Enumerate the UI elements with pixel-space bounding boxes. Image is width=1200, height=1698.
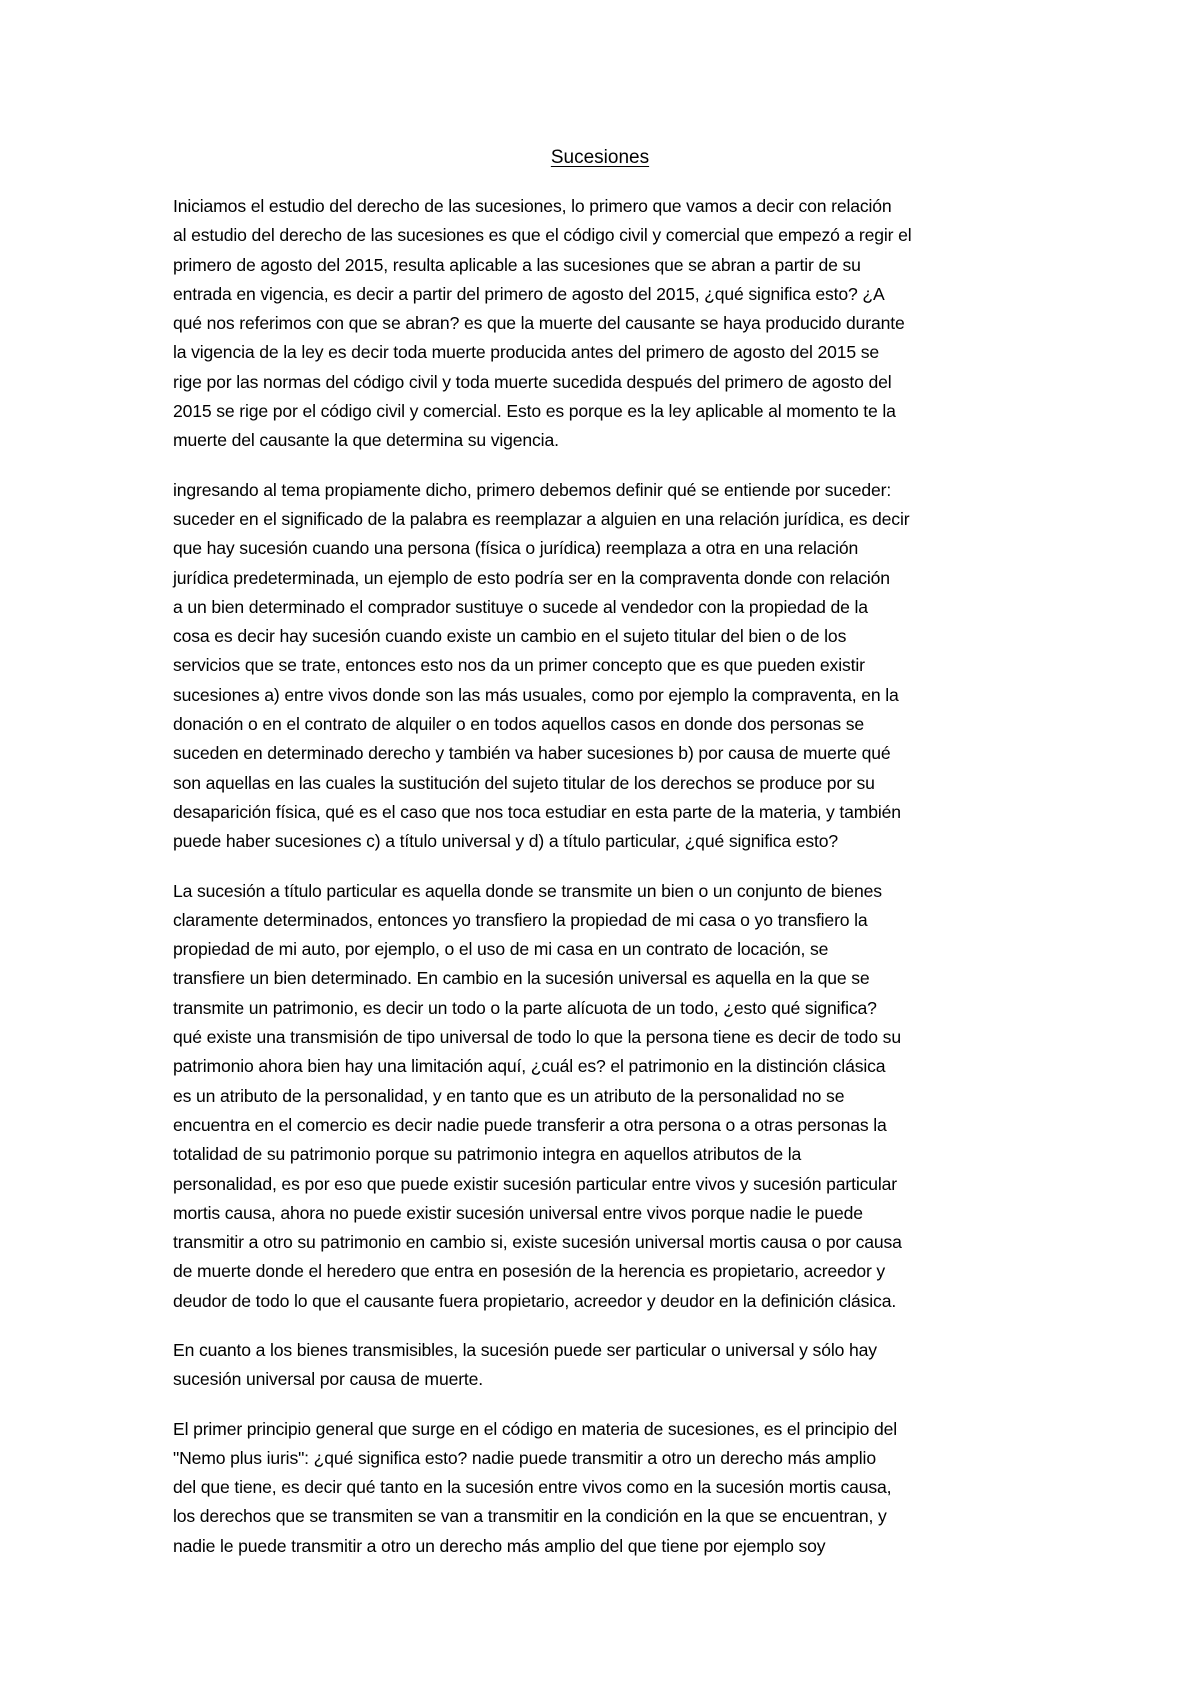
text-line: patrimonio ahora bien hay una limitación aquí, ¿cuál es? el patrimonio en la distinción clásica bbox=[173, 1056, 886, 1077]
text-line: donación o en el contrato de alquiler o en todos aquellos casos en donde dos personas se bbox=[173, 714, 865, 735]
text-line: al estudio del derecho de las sucesiones es que el código civil y comercial que empezó a regir el bbox=[173, 225, 912, 246]
text-line: suceden en determinado derecho y también va haber sucesiones b) por causa de muerte qué bbox=[173, 743, 891, 764]
text-line: la vigencia de la ley es decir toda muerte producida antes del primero de agosto del 2015 se bbox=[173, 342, 880, 363]
text-line: los derechos que se transmiten se van a transmitir en la condición en la que se encuentran, y bbox=[173, 1506, 887, 1527]
text-line: cosa es decir hay sucesión cuando existe un cambio en el sujeto titular del bien o de los bbox=[173, 626, 847, 647]
paragraph-5 bbox=[173, 1415, 1053, 1561]
text-line: muerte del causante la que determina su vigencia. bbox=[173, 430, 559, 451]
text-line: servicios que se trate, entonces esto nos da un primer concepto que es que pueden existir bbox=[173, 655, 865, 676]
text-line: En cuanto a los bienes transmisibles, la sucesión puede ser particular o universal y sólo hay bbox=[173, 1339, 877, 1360]
text-line: El primer principio general que surge en el código en materia de sucesiones, es el principio del bbox=[173, 1418, 897, 1439]
text-line: personalidad, es por eso que puede existir sucesión particular entre vivos y sucesión particular bbox=[173, 1173, 897, 1194]
text-line: qué nos referimos con que se abran? es que la muerte del causante se haya producido durante bbox=[173, 313, 905, 334]
text-line: primero de agosto del 2015, resulta aplicable a las sucesiones que se abran a partir de su bbox=[173, 254, 861, 275]
text-line: 2015 se rige por el código civil y comercial. Esto es porque es la ley aplicable al momento te la bbox=[173, 401, 896, 422]
text-line: entrada en vigencia, es decir a partir del primero de agosto del 2015, ¿qué significa esto? ¿A bbox=[173, 283, 885, 304]
text-line: transmite un patrimonio, es decir un todo o la parte alícuota de un todo, ¿esto qué significa? bbox=[173, 997, 877, 1018]
text-line: puede haber sucesiones c) a título universal y d) a título particular, ¿qué significa esto? bbox=[173, 831, 839, 852]
text-line: ingresando al tema propiamente dicho, primero debemos definir qué se entiende por suceder: bbox=[173, 479, 892, 500]
text-line: del que tiene, es decir qué tanto en la sucesión entre vivos como en la sucesión mortis causa, bbox=[173, 1477, 892, 1498]
text-line: desaparición física, qué es el caso que nos toca estudiar en esta parte de la materia, y también bbox=[173, 801, 901, 822]
text-line: sucesiones a) entre vivos donde son las más usuales, como por ejemplo la compraventa, en la bbox=[173, 684, 899, 705]
text-line: transfiere un bien determinado. En cambio en la sucesión universal es aquella en la que se bbox=[173, 968, 870, 989]
text-line: qué existe una transmisión de tipo universal de todo lo que la persona tiene es decir de todo su bbox=[173, 1027, 901, 1048]
document-title: Sucesiones bbox=[550, 147, 650, 168]
text-line: que hay sucesión cuando una persona (física o jurídica) reemplaza a otra en una relación bbox=[173, 538, 859, 559]
text-line: transmitir a otro su patrimonio en cambio si, existe sucesión universal mortis causa o por causa bbox=[173, 1232, 902, 1253]
paragraph-2 bbox=[173, 476, 1053, 857]
paragraph-3 bbox=[173, 877, 1053, 1316]
text-line: totalidad de su patrimonio porque su patrimonio integra en aquellos atributos de la bbox=[173, 1144, 802, 1165]
text-line: claramente determinados, entonces yo transfiero la propiedad de mi casa o yo transfiero la bbox=[173, 909, 868, 930]
text-line: jurídica predeterminada, un ejemplo de esto podría ser en la compraventa donde con relación bbox=[173, 567, 890, 588]
text-line: La sucesión a título particular es aquella donde se transmite un bien o un conjunto de bienes bbox=[173, 880, 882, 901]
paragraph-1 bbox=[173, 192, 1053, 456]
text-line: suceder en el significado de la palabra es reemplazar a alguien en una relación jurídica, es decir bbox=[173, 508, 910, 529]
text-line: sucesión universal por causa de muerte. bbox=[173, 1369, 484, 1390]
paragraph-4 bbox=[173, 1336, 1053, 1395]
text-line: propiedad de mi auto, por ejemplo, o el uso de mi casa en un contrato de locación, se bbox=[173, 939, 829, 960]
text-line: nadie le puede transmitir a otro un derecho más amplio del que tiene por ejemplo soy bbox=[173, 1535, 826, 1556]
text-line: son aquellas en las cuales la sustitución del sujeto titular de los derechos se produce por su bbox=[173, 772, 875, 793]
text-line: deudor de todo lo que el causante fuera propietario, acreedor y deudor en la definición clásica. bbox=[173, 1290, 897, 1311]
text-line: es un atributo de la personalidad, y en tanto que es un atributo de la personalidad no se bbox=[173, 1085, 845, 1106]
text-line: "Nemo plus iuris": ¿qué significa esto? nadie puede transmitir a otro un derecho más amplio bbox=[173, 1447, 876, 1468]
document-body bbox=[173, 192, 1053, 1561]
text-line: a un bien determinado el comprador sustituye o sucede al vendedor con la propiedad de la bbox=[173, 596, 868, 617]
text-line: rige por las normas del código civil y toda muerte sucedida después del primero de agosto del bbox=[173, 371, 892, 392]
text-line: Iniciamos el estudio del derecho de las sucesiones, lo primero que vamos a decir con relación bbox=[173, 196, 892, 216]
text-line: mortis causa, ahora no puede existir sucesión universal entre vivos porque nadie le puede bbox=[173, 1202, 863, 1223]
text-line: encuentra en el comercio es decir nadie puede transferir a otra persona o a otras personas la bbox=[173, 1114, 887, 1135]
text-line: de muerte donde el heredero que entra en posesión de la herencia es propietario, acreedor y bbox=[173, 1261, 886, 1282]
